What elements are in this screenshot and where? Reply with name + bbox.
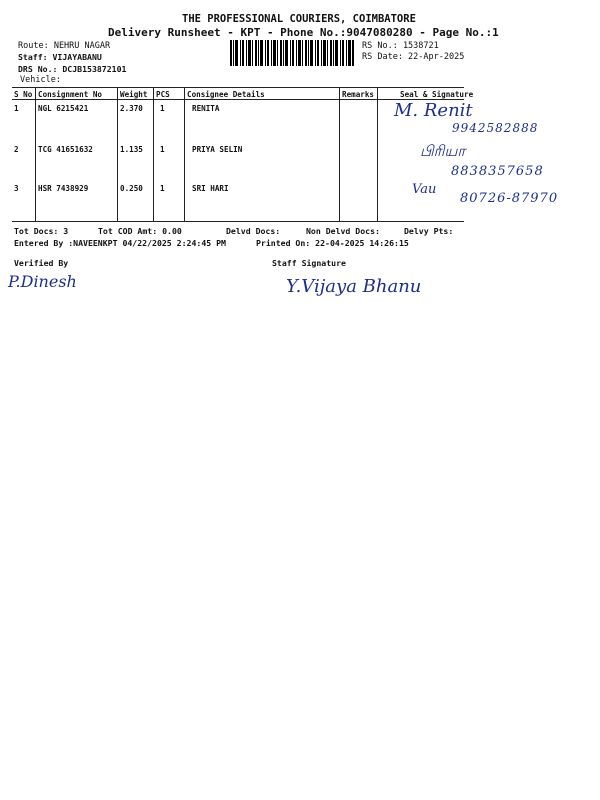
row-consignee: RENITA	[192, 104, 220, 113]
barcode	[230, 40, 354, 66]
row-sno: 2	[14, 145, 19, 154]
row-consignee: PRIYA SELIN	[192, 145, 243, 154]
row-sno: 3	[14, 184, 19, 193]
route-label: Route: NEHRU NAGAR	[18, 41, 111, 51]
runsheet-subtitle: Delivery Runsheet - KPT - Phone No.:9047080280 - Page No.:1	[108, 26, 499, 39]
row-signature-phone: 8838357658	[451, 164, 544, 179]
col-header-pcs: PCS	[156, 90, 170, 99]
verified-by-label: Verified By	[14, 258, 69, 268]
summary-delvy-pts: Delvy Pts:	[404, 226, 454, 236]
row-signature-phone: 80726-87970	[460, 191, 559, 206]
col-header-remarks: Remarks	[342, 90, 375, 99]
row-consignment: NGL 6215421	[38, 104, 89, 113]
col-header-consignment: Consignment No	[38, 90, 103, 99]
row-consignee: SRI HARI	[192, 184, 229, 193]
staff-label: Staff: VIJAYABANU	[18, 52, 102, 62]
summary-delvd-docs: Delvd Docs:	[226, 226, 281, 236]
row-pcs: 1	[160, 104, 165, 113]
row-consignment: HSR 7438929	[38, 184, 89, 193]
row-pcs: 1	[160, 184, 165, 193]
row-pcs: 1	[160, 145, 165, 154]
row-signature-name: M. Renit	[394, 100, 473, 121]
col-header-sno: S No	[14, 90, 33, 99]
staff-signature: Y.Vijaya Bhanu	[286, 276, 422, 297]
row-signature-phone: 9942582888	[452, 121, 539, 135]
row-weight: 1.135	[120, 145, 143, 154]
col-header-weight: Weight	[120, 90, 148, 99]
vehicle-label: Vehicle:	[20, 75, 61, 85]
row-signature-name: பிரியா	[420, 142, 466, 160]
row-consignment: TCG 41651632	[38, 145, 93, 154]
verified-signature: P.Dinesh	[8, 272, 77, 291]
summary-tot-docs: Tot Docs: 3	[14, 226, 69, 236]
summary-tot-cod: Tot COD Amt: 0.00	[98, 226, 182, 236]
company-title: THE PROFESSIONAL COURIERS, COIMBATORE	[182, 13, 416, 25]
row-weight: 2.370	[120, 104, 143, 113]
staff-signature-label: Staff Signature	[272, 258, 346, 268]
rs-number: RS No.: 1538721	[362, 41, 439, 51]
col-header-seal-signature: Seal & Signature	[400, 90, 474, 99]
row-sno: 1	[14, 104, 19, 113]
col-header-consignee: Consignee Details	[187, 90, 265, 99]
printed-on: Printed On: 22-04-2025 14:26:15	[256, 238, 409, 248]
row-weight: 0.250	[120, 184, 143, 193]
drs-number: DRS No.: DCJB153872101	[18, 64, 127, 74]
rs-date: RS Date: 22-Apr-2025	[362, 52, 465, 62]
barcode-graphic	[230, 40, 354, 66]
row-signature-name: Vau	[412, 182, 437, 197]
summary-non-delvd-docs: Non Delvd Docs:	[306, 226, 380, 236]
entered-by: Entered By :NAVEENKPT 04/22/2025 2:24:45 PM	[14, 238, 226, 248]
